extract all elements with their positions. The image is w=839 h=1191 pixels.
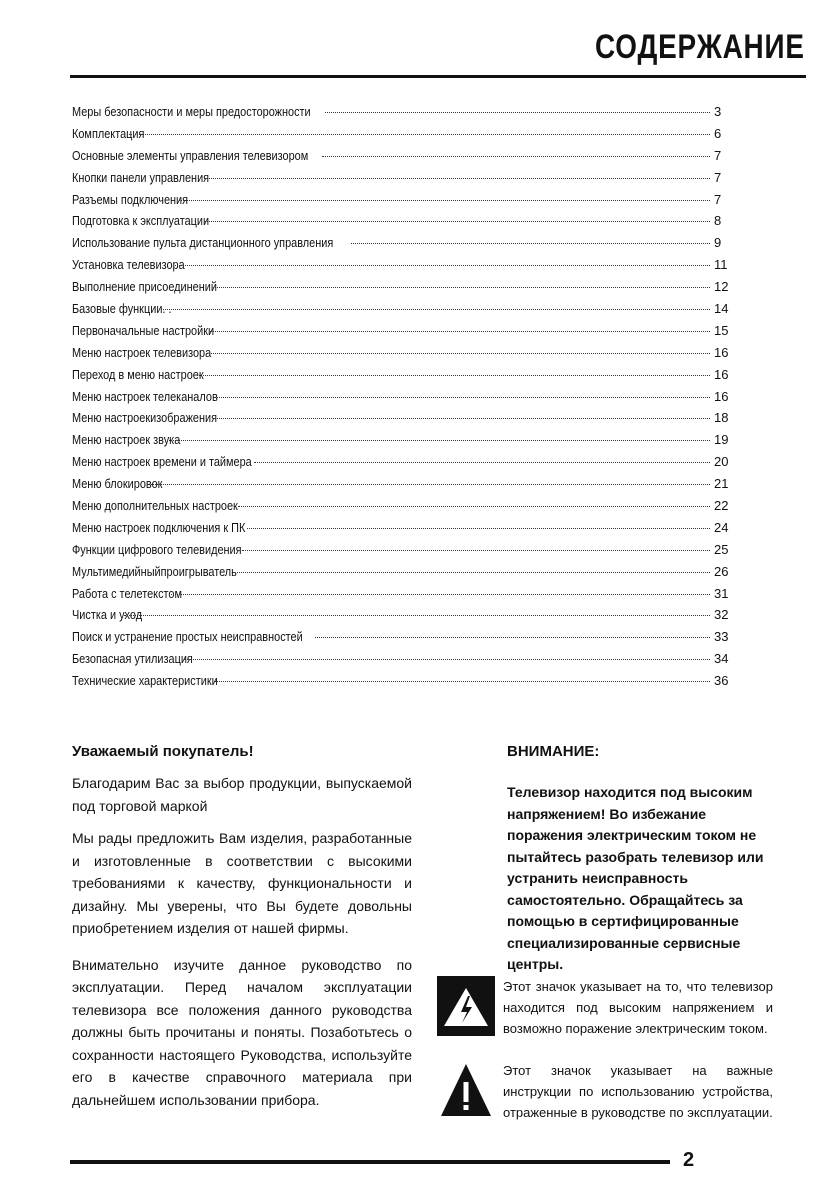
- intro-paragraph: Внимательно изучите данное руководство по эксплуатации. Перед началом эксплуатации телевизора все положения данного руководства должны быть прочитаны и поняты. Позаботьтесь о сохранности настоящего Руководства, используйте его в качестве справочного материала при дальнейшем использовании прибора.: [72, 956, 412, 1108]
- toc-leader-dots: [237, 572, 710, 573]
- toc-entry-page: 21: [714, 476, 729, 492]
- toc-leader-dots: [315, 637, 710, 638]
- toc-leader-dots: [254, 462, 710, 463]
- warning-heading: ВНИМАНИЕ:: [507, 743, 600, 760]
- footer-rule: [70, 1160, 670, 1164]
- toc-entry: [72, 476, 732, 498]
- toc-entry-label: Меню настроек телеканалов: [72, 388, 218, 404]
- toc-entry-label: Безопасная утилизация: [72, 651, 193, 667]
- toc-entry-page: 6: [714, 125, 722, 141]
- toc-entry-label: Базовые функции. .: [72, 301, 172, 317]
- toc-entry-label: Разъемы подключения: [72, 191, 189, 207]
- toc-entry: [72, 235, 732, 257]
- toc-entry: [72, 104, 732, 126]
- toc-entry-label: Меню настроек подключения к ПК: [72, 519, 246, 535]
- toc-entry-label: Основные элементы управления телевизором: [72, 147, 309, 163]
- toc-entry: [72, 454, 732, 476]
- toc-leader-dots: [124, 615, 710, 616]
- toc-entry: [72, 213, 732, 235]
- exclamation-icon: [437, 1060, 495, 1120]
- table-of-contents: [72, 104, 732, 695]
- toc-entry-page: 34: [714, 651, 729, 667]
- toc-leader-dots: [213, 418, 710, 419]
- toc-entry-page: 16: [714, 344, 729, 360]
- toc-entry-page: 32: [714, 607, 729, 623]
- toc-entry: [72, 629, 732, 651]
- toc-entry-label: Установка телевизора: [72, 257, 185, 273]
- greeting-heading: Уважаемый покупатель!: [72, 743, 254, 760]
- toc-entry-page: 26: [714, 563, 729, 579]
- toc-entry-label: Комплектация: [72, 125, 145, 141]
- toc-leader-dots: [184, 659, 710, 660]
- toc-entry-label: Поиск и устранение простых неисправностей: [72, 629, 303, 645]
- toc-entry-page: 16: [714, 388, 729, 404]
- toc-entry-page: 18: [714, 410, 729, 426]
- toc-leader-dots: [351, 243, 710, 244]
- toc-entry-page: 36: [714, 673, 729, 689]
- toc-leader-dots: [204, 221, 710, 222]
- intro-paragraph: Мы рады предложить Вам изделия, разработанные и изготовленные в соответствии с высокими требованиями к качеству, функциональности и дизайну. Мы уверены, что Вы будете довольны приобретением изделия от нашей фирмы.: [72, 830, 412, 936]
- toc-entry: [72, 498, 732, 520]
- toc-entry: [72, 432, 732, 454]
- toc-leader-dots: [179, 200, 710, 201]
- toc-entry-label: Функции цифрового телевидения: [72, 541, 242, 557]
- toc-entry-label: Мультимедийныйпроигрыватель: [72, 563, 237, 579]
- toc-entry: [72, 389, 732, 411]
- toc-entry-label: Меры безопасности и меры предосторожности: [72, 104, 311, 119]
- toc-entry-page: 19: [714, 432, 729, 448]
- toc-leader-dots: [127, 134, 710, 135]
- toc-entry: [72, 345, 732, 367]
- toc-entry-label: Меню настроек времени и таймера: [72, 454, 252, 470]
- warning-column: [507, 743, 777, 976]
- attention-symbol-text: Этот значок указывает на важные инструкции по использованию устройства, отраженные в руководстве по эксплуатации.: [503, 1063, 773, 1120]
- toc-entry: [72, 192, 732, 214]
- toc-entry: [72, 148, 732, 170]
- toc-entry-page: 9: [714, 235, 722, 251]
- toc-leader-dots: [159, 309, 710, 310]
- warning-text: Телевизор находится под высоким напряжением! Во избежание поражения электрическим током не пытайтесь разобрать телевизор или устранить неисправность самостоятельно. Обращайтесь за помощью в сертифицированные специализированные сервисные центры.: [507, 784, 764, 972]
- page-title: СОДЕРЖАНИЕ: [595, 28, 805, 66]
- toc-entry-label: Использование пульта дистанционного управления: [72, 235, 334, 251]
- toc-entry-page: 14: [714, 301, 729, 317]
- toc-leader-dots: [175, 265, 710, 266]
- toc-leader-dots: [247, 528, 710, 529]
- toc-leader-dots: [148, 484, 710, 485]
- toc-entry: [72, 301, 732, 323]
- voltage-symbol-text: Этот значок указывает на то, что телевизор находится под высоким напряжением и возможно поражение электрическим током.: [503, 979, 773, 1036]
- toc-entry-page: 20: [714, 454, 729, 470]
- toc-entry-label: Меню дополнительных настроек: [72, 498, 238, 514]
- toc-entry: [72, 126, 732, 148]
- toc-entry: [72, 323, 732, 345]
- high-voltage-icon: [437, 976, 495, 1036]
- toc-entry-page: 3: [714, 104, 722, 119]
- toc-entry-page: 11: [714, 257, 728, 273]
- toc-entry: [72, 520, 732, 542]
- toc-leader-dots: [325, 112, 710, 113]
- toc-entry-label: Чистка и уход: [72, 607, 143, 623]
- toc-entry-page: 33: [714, 629, 729, 645]
- toc-entry-page: 12: [714, 279, 729, 295]
- intro-paragraph: Благодарим Вас за выбор продукции, выпускаемой под торговой маркой: [72, 775, 412, 814]
- toc-entry: [72, 367, 732, 389]
- toc-leader-dots: [238, 506, 710, 507]
- toc-entry-label: Работа с телетекстом: [72, 585, 183, 601]
- toc-entry: [72, 564, 732, 586]
- toc-leader-dots: [213, 287, 710, 288]
- toc-leader-dots: [322, 156, 710, 157]
- toc-entry-page: 22: [714, 498, 729, 514]
- toc-entry-label: Подготовка к эксплуатации: [72, 213, 210, 229]
- toc-entry-page: 31: [714, 585, 729, 601]
- toc-entry: [72, 651, 732, 673]
- toc-entry: [72, 170, 732, 192]
- intro-column: [72, 743, 412, 1121]
- toc-entry-page: 16: [714, 366, 729, 382]
- toc-entry-page: 15: [714, 322, 729, 338]
- toc-entry: [72, 586, 732, 608]
- title-rule: [70, 75, 806, 78]
- toc-entry: [72, 542, 732, 564]
- toc-leader-dots: [214, 681, 710, 682]
- toc-entry: [72, 257, 732, 279]
- toc-leader-dots: [210, 331, 710, 332]
- toc-entry-label: Меню блокировок: [72, 476, 163, 492]
- toc-entry: [72, 673, 732, 695]
- toc-entry-page: 7: [714, 169, 722, 185]
- toc-entry-page: 24: [714, 519, 729, 535]
- toc-leader-dots: [197, 375, 710, 376]
- page-number: 2: [683, 1149, 695, 1171]
- toc-entry: [72, 607, 732, 629]
- toc-entry-label: Переход в меню настроек: [72, 366, 204, 382]
- attention-symbol-block: [437, 1060, 782, 1123]
- toc-leader-dots: [204, 178, 710, 179]
- toc-entry-label: Выполнение присоединений: [72, 279, 217, 295]
- toc-entry: [72, 410, 732, 432]
- toc-entry-label: Меню настроек телевизора: [72, 344, 212, 360]
- toc-entry-label: Технические характеристики: [72, 673, 218, 689]
- toc-leader-dots: [214, 397, 710, 398]
- toc-entry-label: Меню настроекизображения: [72, 410, 217, 426]
- toc-entry-page: 8: [714, 213, 722, 229]
- toc-entry-label: Меню настроек звука: [72, 432, 181, 448]
- toc-entry-label: Первоначальные настройки: [72, 322, 215, 338]
- toc-leader-dots: [169, 440, 710, 441]
- toc-entry-page: 25: [714, 541, 729, 557]
- toc-leader-dots: [171, 594, 710, 595]
- toc-leader-dots: [242, 550, 710, 551]
- toc-leader-dots: [206, 353, 710, 354]
- toc-entry: [72, 279, 732, 301]
- toc-entry-page: 7: [714, 147, 722, 163]
- toc-entry-page: 7: [714, 191, 722, 207]
- toc-entry-label: Кнопки панели управления: [72, 169, 210, 185]
- voltage-symbol-block: [437, 976, 782, 1039]
